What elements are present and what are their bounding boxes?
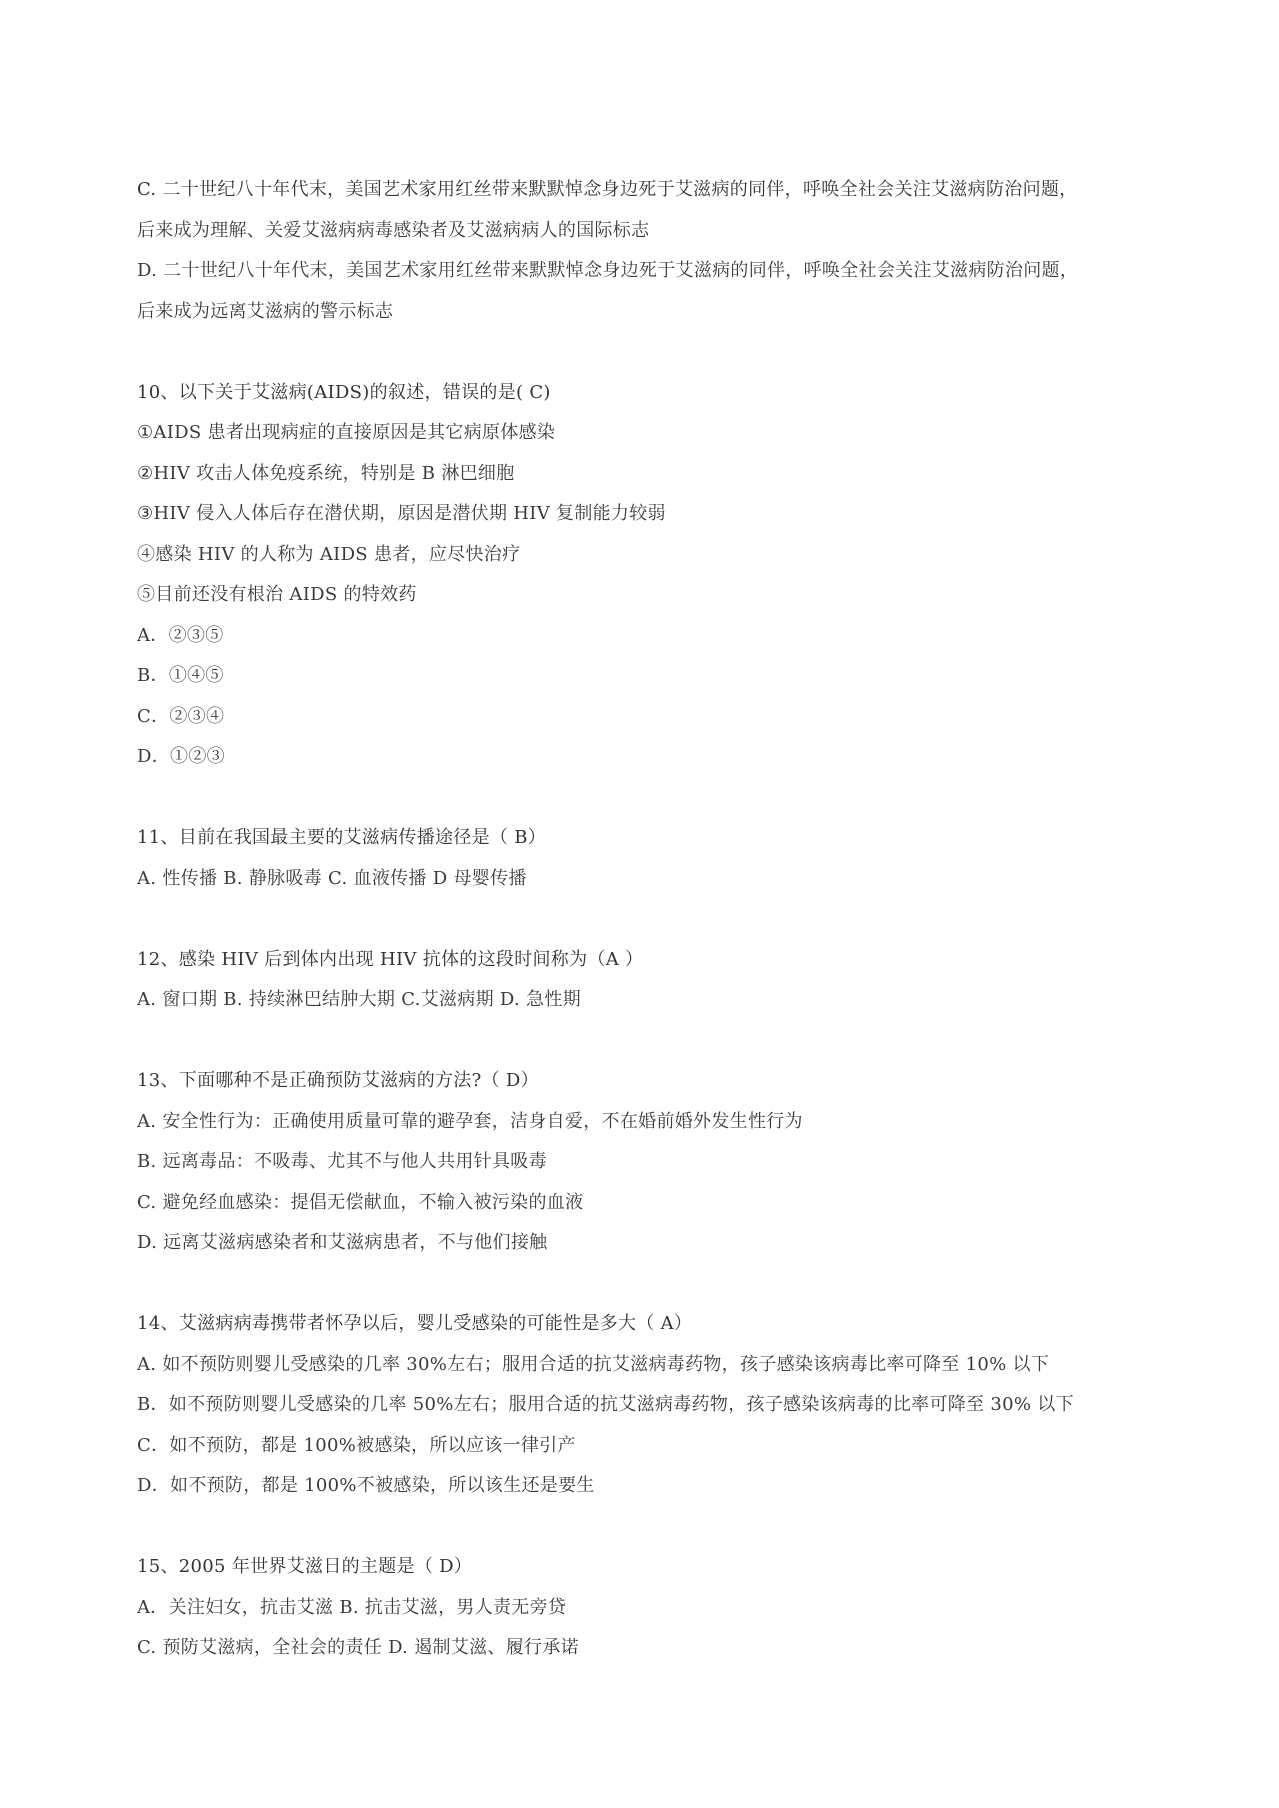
q10-option-c: C．②③④ — [137, 705, 225, 727]
q10-statement-1: ①AIDS 患者出现病症的直接原因是其它病原体感染 — [137, 422, 556, 443]
q14-option-a: A. 如不预防则婴儿受感染的几率 30%左右；服用合适的抗艾滋病毒药物，孩子感染该病毒比率可降至 10% 以下 — [137, 1353, 1050, 1375]
q9-option-c-line2: 后来成为理解、关爱艾滋病病毒感染者及艾滋病病人的国际标志 — [137, 219, 650, 241]
question-13 — [137, 1061, 1147, 1264]
q10-stem: 10、以下关于艾滋病(AIDS)的叙述，错误的是( C) — [137, 381, 551, 403]
spacer — [137, 778, 1147, 819]
question-10 — [137, 373, 1147, 778]
q10-statement-4: ④感染 HIV 的人称为 AIDS 患者，应尽快治疗 — [137, 543, 521, 565]
spacer — [137, 899, 1147, 940]
q13-option-b: B. 远离毒品：不吸毒、尤其不与他人共用针具吸毒 — [137, 1151, 547, 1172]
q13-option-d: D. 远离艾滋病感染者和艾滋病患者，不与他们接触 — [137, 1232, 548, 1253]
q13-option-a: A. 安全性行为：正确使用质量可靠的避孕套，洁身自爱，不在婚前婚外发生性行为 — [137, 1110, 803, 1132]
q10-statement-2: ②HIV 攻击人体免疫系统，特别是 B 淋巴细胞 — [137, 462, 515, 484]
question-15 — [137, 1547, 1147, 1669]
q15-options-line2: C. 预防艾滋病，全社会的责任 D. 遏制艾滋、履行承诺 — [137, 1637, 579, 1658]
q14-option-b: B．如不预防则婴儿受感染的几率 50%左右；服用合适的抗艾滋病毒药物，孩子感染该病毒的比率可降至 30% 以下 — [137, 1394, 1074, 1415]
q9-option-c-line1: C. 二十世纪八十年代末，美国艺术家用红丝带来默默悼念身边死于艾滋病的同伴，呼唤全社会关注艾滋病防治问题， — [137, 179, 1078, 200]
q13-stem: 13、下面哪种不是正确预防艾滋病的方法?（ D） — [137, 1070, 539, 1091]
q14-option-c: C．如不预防，都是 100%被感染，所以应该一律引产 — [137, 1434, 576, 1456]
question-12 — [137, 940, 1147, 1021]
spacer — [137, 1021, 1147, 1062]
q10-statement-3: ③HIV 侵入人体后存在潜伏期，原因是潜伏期 HIV 复制能力较弱 — [137, 503, 666, 524]
q10-option-d: D．①②③ — [137, 746, 225, 767]
question-11 — [137, 818, 1147, 899]
document-content — [137, 170, 1147, 1669]
q14-stem: 14、艾滋病病毒携带者怀孕以后，婴儿受感染的可能性是多大（ A） — [137, 1313, 693, 1334]
q9-option-d-line1: D. 二十世纪八十年代末，美国艺术家用红丝带来默默悼念身边死于艾滋病的同伴，呼唤全社会关注艾滋病防治问题， — [137, 260, 1079, 281]
q15-options-line1: A．关注妇女，抗击艾滋 B. 抗击艾滋，男人责无旁贷 — [137, 1596, 567, 1618]
q11-stem: 11、目前在我国最主要的艾滋病传播途径是（ B） — [137, 827, 547, 848]
q12-options: A. 窗口期 B. 持续淋巴结肿大期 C.艾滋病期 D. 急性期 — [137, 989, 581, 1010]
q10-statement-5: ⑤目前还没有根治 AIDS 的特效药 — [137, 584, 417, 605]
q10-option-b: B．①④⑤ — [137, 665, 224, 686]
spacer — [137, 1507, 1147, 1548]
q14-option-d: D．如不预防，都是 100%不被感染，所以该生还是要生 — [137, 1475, 595, 1496]
q11-options: A. 性传播 B. 静脉吸毒 C. 血液传播 D 母婴传播 — [137, 867, 527, 889]
q15-stem: 15、2005 年世界艾滋日的主题是（ D） — [137, 1556, 473, 1577]
q13-option-c: C. 避免经血感染：提倡无偿献血，不输入被污染的血液 — [137, 1191, 584, 1213]
spacer — [137, 332, 1147, 373]
q10-option-a: A．②③⑤ — [137, 624, 224, 646]
q9-option-d-line2: 后来成为远离艾滋病的警示标志 — [137, 300, 394, 322]
question-9-tail — [137, 170, 1147, 332]
q12-stem: 12、感染 HIV 后到体内出现 HIV 抗体的这段时间称为（A ） — [137, 948, 644, 970]
spacer — [137, 1264, 1147, 1305]
question-14 — [137, 1304, 1147, 1507]
